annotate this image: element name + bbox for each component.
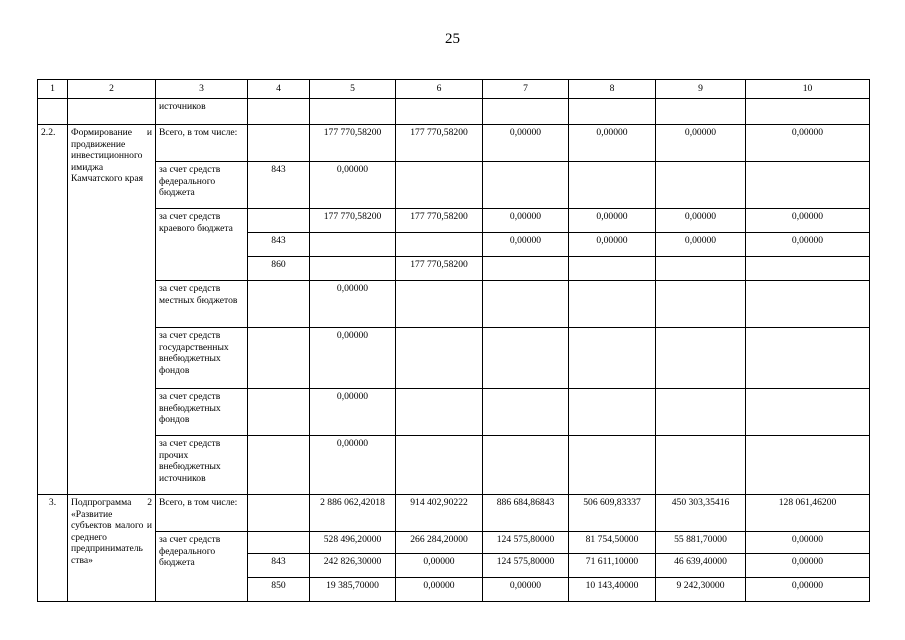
source-label: Всего, в том числе: [156,495,248,532]
table-row [38,209,870,233]
page-number: 25 [445,31,460,47]
value-cell: 0,00000 [746,578,870,602]
value-cell: 0,00000 [656,233,746,257]
value-cell: 0,00000 [656,125,746,162]
value-cell: 55 881,70000 [656,532,746,554]
budget-table [37,79,870,602]
source-label: за счет средств краевого бюджета [156,209,248,281]
code-cell: 843 [248,162,310,209]
value-cell: 124 575,80000 [483,554,569,578]
value-cell: 0,00000 [746,233,870,257]
table-row [38,125,870,162]
item-number: 3. [38,495,68,602]
header-cell: 5 [310,80,396,99]
table-row [38,532,870,554]
value-cell: 177 770,58200 [310,125,396,162]
code-cell: 860 [248,257,310,281]
value-cell: 506 609,83337 [569,495,656,532]
header-cell: 3 [156,80,248,99]
header-cell: 10 [746,80,870,99]
code-cell: 850 [248,578,310,602]
header-cell: 2 [68,80,156,99]
value-cell: 0,00000 [569,209,656,233]
source-label: за счет средств федерального бюджета [156,162,248,209]
table-row [38,436,870,495]
value-cell: 46 639,40000 [656,554,746,578]
value-cell: 242 826,30000 [310,554,396,578]
value-cell: 0,00000 [310,436,396,495]
value-cell: 128 061,46200 [746,495,870,532]
value-cell: 177 770,58200 [396,257,483,281]
source-label: Всего, в том числе: [156,125,248,162]
value-cell: 0,00000 [483,578,569,602]
header-cell: 7 [483,80,569,99]
table-row [38,389,870,436]
value-cell: 0,00000 [483,209,569,233]
value-cell: 81 754,50000 [569,532,656,554]
value-cell: 0,00000 [746,125,870,162]
value-cell: 914 402,90222 [396,495,483,532]
table-row [38,328,870,389]
source-label: за счет средств федерального бюджета [156,532,248,602]
table-row [38,281,870,328]
value-cell: 177 770,58200 [310,209,396,233]
value-cell: 0,00000 [746,554,870,578]
header-cell: 1 [38,80,68,99]
source-label: за счет средств внебюджетных фондов [156,389,248,436]
value-cell: 266 284,20000 [396,532,483,554]
value-cell: 71 611,10000 [569,554,656,578]
value-cell: 9 242,30000 [656,578,746,602]
header-cell: 4 [248,80,310,99]
table-row [38,495,870,532]
value-cell: 19 385,70000 [310,578,396,602]
code-cell: 843 [248,233,310,257]
table-row [38,162,870,209]
value-cell: 124 575,80000 [483,532,569,554]
value-cell: 450 303,35416 [656,495,746,532]
source-label: за счет средств государственных внебюджетных фондов [156,328,248,389]
value-cell: 0,00000 [483,125,569,162]
header-row [38,80,870,99]
table-row [38,99,870,125]
value-cell: 0,00000 [396,554,483,578]
value-cell: 0,00000 [310,328,396,389]
value-cell: 0,00000 [310,281,396,328]
value-cell: 0,00000 [569,125,656,162]
value-cell: 0,00000 [310,162,396,209]
source-label: за счет средств местных бюджетов [156,281,248,328]
value-cell: 2 886 062,42018 [310,495,396,532]
header-cell: 6 [396,80,483,99]
value-cell: 886 684,86843 [483,495,569,532]
value-cell: 0,00000 [746,532,870,554]
value-cell: 0,00000 [569,233,656,257]
value-cell: 0,00000 [746,209,870,233]
value-cell: 0,00000 [483,233,569,257]
value-cell: 0,00000 [656,209,746,233]
value-cell: 177 770,58200 [396,209,483,233]
value-cell: 177 770,58200 [396,125,483,162]
source-label: источников [156,99,248,125]
item-name: Формирование и продвижение инвестиционного имиджа Камчатского края [68,125,156,495]
source-label: за счет средств прочих внебюджетных источников [156,436,248,495]
value-cell: 0,00000 [310,389,396,436]
item-name: Подпрограмма 2 «Развитие субъектов малого и среднего предприниматель ства» [68,495,156,602]
header-cell: 9 [656,80,746,99]
value-cell: 0,00000 [396,578,483,602]
value-cell: 528 496,20000 [310,532,396,554]
value-cell: 10 143,40000 [569,578,656,602]
item-number: 2.2. [38,125,68,495]
header-cell: 8 [569,80,656,99]
code-cell: 843 [248,554,310,578]
